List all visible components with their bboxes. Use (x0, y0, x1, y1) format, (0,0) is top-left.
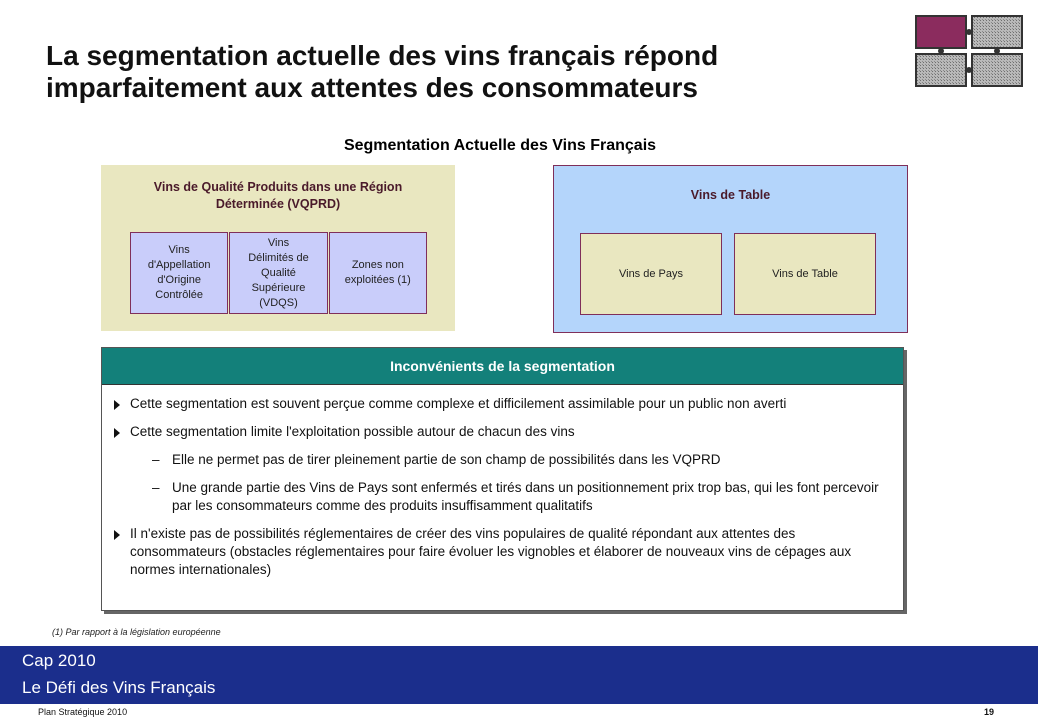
cell-line: (VDQS) (259, 296, 298, 309)
cell-line: d'Appellation (147, 259, 211, 271)
triangle-bullet-icon (114, 400, 120, 410)
dash-marker: – (152, 480, 160, 495)
footnote: (1) Par rapport à la législation européenne (52, 627, 221, 637)
segmentation-title-text: Segmentation Actuelle des Vins Français (343, 137, 657, 154)
vqprd-cell-aoc (130, 232, 228, 314)
sub-bullet-item (114, 479, 889, 515)
band-title-line2: Le Défi des Vins Français (22, 678, 216, 697)
cell-line: Contrôlée (155, 289, 203, 301)
vqprd-title-line2: Déterminée (VQPRD) (215, 197, 341, 211)
cell-line: Zones non (351, 259, 404, 271)
vqprd-cell-zones (329, 232, 427, 314)
triangle-bullet-icon (114, 530, 120, 540)
footer-plan-label: Plan Stratégique 2010 (38, 707, 128, 717)
vqprd-title (101, 179, 455, 213)
sub-bullet-text: Elle ne permet pas de tirer pleinement partie de son champ de possibilités dans les VQPRD (172, 452, 721, 467)
cell-line: exploitées (1) (344, 274, 411, 286)
slide-title-line1: La segmentation actuelle des vins français répond (46, 40, 719, 71)
cell-line: Vins (267, 236, 290, 249)
cell-line: Supérieure (251, 281, 306, 294)
page-number: 19 (984, 707, 995, 717)
cell-line: Vins (168, 244, 190, 256)
brand-band (0, 646, 1038, 704)
band-title-line1: Cap 2010 (22, 651, 96, 670)
triangle-bullet-icon (114, 428, 120, 438)
segmentation-title (0, 137, 1000, 155)
four-squares-logo-icon (914, 14, 1026, 90)
vqprd-cells (130, 232, 427, 314)
bullet-text: Cette segmentation limite l'exploitation possible autour de chacun des vins (130, 424, 575, 439)
cell-line: Délimités de (248, 251, 309, 264)
sub-bullet-text: Une grande partie des Vins de Pays sont enfermés et tirés dans un positionnement prix trop bas, qui les font percevoir par les consommateurs comme des produits insuffisamment qualitatifs (172, 480, 879, 513)
vqprd-cell-vdqs (229, 232, 327, 314)
slide-title (46, 40, 866, 104)
bullet-text: Il n'existe pas de possibilités réglementaires de créer des vins populaires de qualité répondant aux attentes des consommateurs (obstacles réglementaires pour faire évoluer les vignobles et élaborer de nouveaux vins de cépages aux normes internationales) (130, 526, 852, 577)
vqprd-title-line1: Vins de Qualité Produits dans une Région (153, 180, 403, 194)
inconvenients-panel (101, 347, 904, 611)
vins-de-table-cell: Vins de Table (734, 233, 876, 315)
inconvenients-header: Inconvénients de la segmentation (102, 348, 903, 385)
vins-de-pays-cell: Vins de Pays (580, 233, 722, 315)
vqprd-box (101, 165, 455, 331)
bullet-item (114, 525, 889, 579)
slide-title-line2: imparfaitement aux attentes des consommateurs (46, 72, 698, 103)
vins-de-table-box (553, 165, 908, 333)
bullet-item (114, 423, 889, 441)
vins-de-table-title: Vins de Table (690, 188, 771, 202)
cell-line: d'Origine (157, 274, 201, 286)
bullet-text: Cette segmentation est souvent perçue comme complexe et difficilement assimilable pour un public non averti (130, 396, 787, 411)
dash-marker: – (152, 452, 160, 467)
cell-line: Qualité (261, 266, 296, 279)
bullet-item (114, 395, 889, 413)
inconvenients-body (102, 385, 903, 579)
sub-bullet-item (114, 451, 889, 469)
